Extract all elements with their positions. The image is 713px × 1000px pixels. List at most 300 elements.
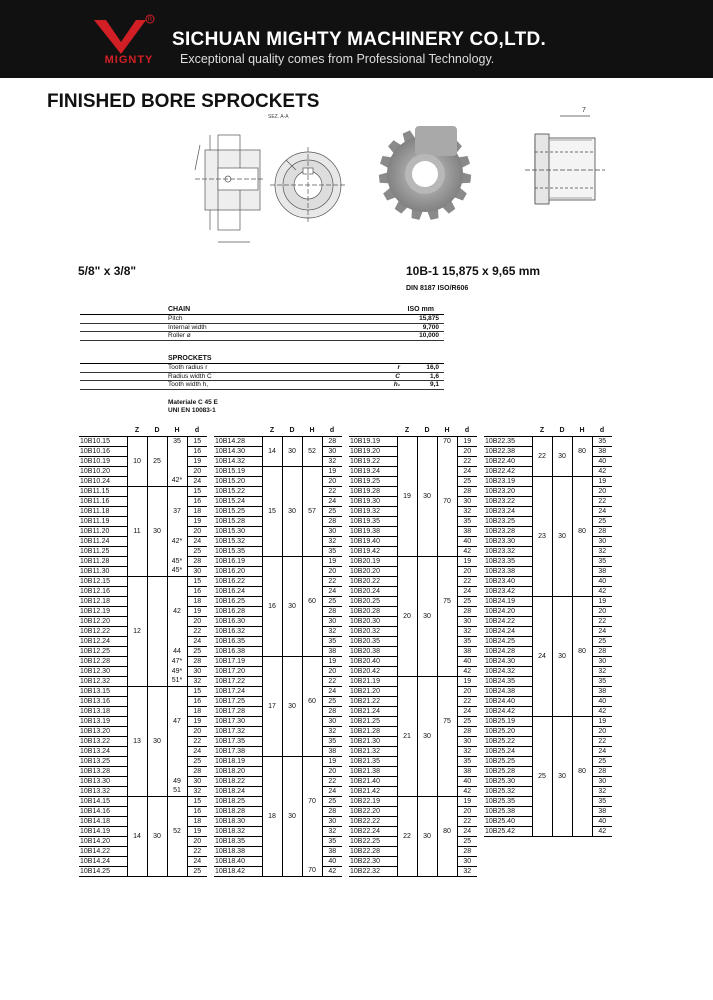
part-code: 10B11.28 <box>79 556 127 566</box>
table-row <box>484 716 612 726</box>
part-code: 10B17.19 <box>214 656 262 666</box>
d-header: D <box>282 426 302 436</box>
bore-diameter: 32 <box>592 786 612 796</box>
table-row <box>214 436 342 446</box>
bore-diameter: 25 <box>592 516 612 526</box>
bore-diameter: 30 <box>322 716 342 726</box>
bore-diameter: 22 <box>322 486 342 496</box>
spec-symbol: C <box>395 372 400 380</box>
sprockets-spec-row <box>80 373 444 382</box>
teeth-count: 13 <box>127 686 147 796</box>
bore-diameter: 32 <box>457 866 477 876</box>
hub-diameter: 30 <box>282 656 302 756</box>
part-code: 10B18.20 <box>214 766 262 776</box>
hub-length <box>437 556 457 566</box>
hub-length: 49 <box>167 776 187 786</box>
part-code: 10B15.22 <box>214 486 262 496</box>
chain-spec-row <box>80 332 444 341</box>
company-name: SICHUAN MIGHTY MACHINERY CO,LTD. <box>172 29 547 50</box>
part-code: 10B21.42 <box>349 786 397 796</box>
bore-diameter: 42 <box>592 706 612 716</box>
table-row <box>349 436 477 446</box>
bore-diameter: 25 <box>457 476 477 486</box>
hub-length <box>302 566 322 576</box>
bore-diameter: 24 <box>457 466 477 476</box>
bore-diameter: 28 <box>457 606 477 616</box>
bore-diameter: 24 <box>592 506 612 516</box>
hub-length <box>167 466 187 476</box>
hub-length <box>302 486 322 496</box>
table-row <box>349 556 477 566</box>
bore-diameter: 40 <box>592 816 612 826</box>
bore-diameter: 24 <box>457 706 477 716</box>
chain-spec-row <box>80 315 444 324</box>
bore-diameter: 28 <box>592 646 612 656</box>
bore-diameter: 30 <box>457 856 477 866</box>
bore-diameter: 35 <box>457 516 477 526</box>
spec-symbol <box>360 324 400 332</box>
part-code: 10B10.16 <box>79 446 127 456</box>
part-code: 10B12.24 <box>79 636 127 646</box>
z-header: Z <box>397 426 417 436</box>
part-code: 10B17.38 <box>214 746 262 756</box>
bore-diameter: 20 <box>187 726 207 736</box>
part-code: 10B18.30 <box>214 816 262 826</box>
hub-length <box>302 466 322 476</box>
spec-label: Tooth width h, <box>168 381 209 388</box>
bore-diameter: 32 <box>592 546 612 556</box>
bore-diameter: 35 <box>322 736 342 746</box>
chain-spec-table <box>80 305 444 341</box>
part-code: 10B18.19 <box>214 756 262 766</box>
part-code: 10B25.38 <box>484 806 532 816</box>
part-code: 10B17.24 <box>214 686 262 696</box>
part-code: 10B14.15 <box>79 796 127 806</box>
part-code: 10B14.19 <box>79 826 127 836</box>
spec-symbol: h₁ <box>393 381 400 388</box>
teeth-count: 23 <box>532 476 552 596</box>
part-code: 10B17.28 <box>214 706 262 716</box>
mighty-logo-icon <box>86 14 156 56</box>
teeth-count: 25 <box>532 716 552 836</box>
hub-length: 42* <box>167 536 187 546</box>
part-code: 10B14.32 <box>214 456 262 466</box>
part-code: 10B13.20 <box>79 726 127 736</box>
hub-length <box>437 446 457 456</box>
bore-diameter: 25 <box>187 756 207 766</box>
hub-length <box>167 446 187 456</box>
bore-diameter: 25 <box>322 796 342 806</box>
hub-length <box>167 636 187 646</box>
part-code: 10B19.19 <box>349 436 397 446</box>
code-header <box>484 426 532 436</box>
hub-length <box>302 776 322 786</box>
bore-diameter: 15 <box>187 796 207 806</box>
hub-length <box>572 456 592 466</box>
bore-diameter: 20 <box>457 566 477 576</box>
z-header: Z <box>262 426 282 436</box>
hub-length <box>167 456 187 466</box>
bore-diameter: 24 <box>592 626 612 636</box>
part-code: 10B13.19 <box>79 716 127 726</box>
hub-length <box>302 496 322 506</box>
part-code: 10B19.35 <box>349 516 397 526</box>
bore-diameter: 18 <box>187 706 207 716</box>
hub-diameter: 25 <box>147 436 167 486</box>
part-code: 10B21.19 <box>349 676 397 686</box>
part-code: 10B12.20 <box>79 616 127 626</box>
part-code: 10B22.38 <box>484 446 532 456</box>
spec-symbol <box>360 332 400 340</box>
bore-diameter: 32 <box>457 746 477 756</box>
bore-diameter: 25 <box>322 506 342 516</box>
hub-length: 60 <box>302 596 322 606</box>
h-header: H <box>302 426 322 436</box>
part-code: 10B14.30 <box>214 446 262 456</box>
part-code: 10B14.18 <box>79 816 127 826</box>
part-code: 10B12.15 <box>79 576 127 586</box>
part-code: 10B17.25 <box>214 696 262 706</box>
chain-spec-row <box>80 324 444 333</box>
hub-length <box>437 726 457 736</box>
part-code: 10B22.40 <box>484 456 532 466</box>
bore-diameter: 20 <box>592 726 612 736</box>
svg-text:R: R <box>147 17 153 23</box>
bore-diameter: 28 <box>187 656 207 666</box>
hub-length: 80 <box>572 646 592 656</box>
hub-length <box>302 666 322 676</box>
hub-length <box>572 476 592 486</box>
bore-diameter: 35 <box>592 556 612 566</box>
part-code: 10B25.40 <box>484 816 532 826</box>
part-code: 10B14.28 <box>214 436 262 446</box>
hub-length <box>302 746 322 756</box>
chain-spec: 10B-1 15,875 x 9,65 mm <box>406 264 541 278</box>
bore-diameter: 20 <box>187 526 207 536</box>
hub-length <box>302 846 322 856</box>
part-code: 10B10.19 <box>79 456 127 466</box>
hub-length <box>167 526 187 536</box>
hub-length: 57 <box>302 506 322 516</box>
d-header: D <box>147 426 167 436</box>
table-row <box>79 576 207 586</box>
bore-diameter: 15 <box>187 436 207 446</box>
sprockets-heading: SPROCKETS <box>168 355 212 362</box>
part-code: 10B17.20 <box>214 666 262 676</box>
part-code: 10B10.24 <box>79 476 127 486</box>
hub-length <box>437 626 457 636</box>
part-code: 10B11.16 <box>79 496 127 506</box>
bore-diameter: 30 <box>457 616 477 626</box>
part-code: 10B23.25 <box>484 516 532 526</box>
spec-label: Radius width C <box>168 372 212 380</box>
bore-diameter: 16 <box>187 446 207 456</box>
hub-length <box>302 476 322 486</box>
table-row <box>484 596 612 606</box>
part-code: 10B24.25 <box>484 636 532 646</box>
page-title: FINISHED BORE SPROCKETS <box>47 91 320 112</box>
bore-diameter: 22 <box>187 626 207 636</box>
part-code: 10B22.30 <box>349 856 397 866</box>
material-line-1: Materiale C 45 E <box>168 399 218 406</box>
part-code: 10B24.35 <box>484 676 532 686</box>
hub-length <box>167 756 187 766</box>
table-row <box>79 796 207 806</box>
bore-diameter: 24 <box>187 856 207 866</box>
z-header: Z <box>532 426 552 436</box>
sprocket-table-2 <box>214 426 342 877</box>
bore-diameter: 28 <box>457 846 477 856</box>
teeth-count: 22 <box>532 436 552 476</box>
part-code: 10B17.30 <box>214 716 262 726</box>
spec-label: Roller ø <box>168 332 191 339</box>
hub-length <box>167 586 187 596</box>
part-code: 10B19.32 <box>349 506 397 516</box>
part-code: 10B25.30 <box>484 776 532 786</box>
hub-length <box>437 776 457 786</box>
hub-length <box>437 756 457 766</box>
bore-diameter: 30 <box>187 566 207 576</box>
hub-length <box>167 696 187 706</box>
bore-diameter: 22 <box>187 846 207 856</box>
hub-length <box>572 786 592 796</box>
part-code: 10B21.30 <box>349 736 397 746</box>
bore-diameter: 32 <box>322 726 342 736</box>
hub-length <box>302 616 322 626</box>
bore-diameter: 18 <box>187 816 207 826</box>
bore-diameter: 20 <box>322 476 342 486</box>
part-code: 10B25.22 <box>484 736 532 746</box>
bore-diameter: 35 <box>457 756 477 766</box>
hub-length <box>302 456 322 466</box>
part-code: 10B22.32 <box>349 866 397 876</box>
bore-diameter: 28 <box>457 726 477 736</box>
hub-length <box>572 556 592 566</box>
bore-diameter: 38 <box>592 446 612 456</box>
hub-length <box>572 626 592 636</box>
hub-length <box>167 736 187 746</box>
part-code: 10B23.35 <box>484 556 532 566</box>
chain-heading-row <box>80 305 444 315</box>
hub-length <box>572 776 592 786</box>
bore-diameter: 19 <box>322 656 342 666</box>
hub-length <box>437 866 457 876</box>
bore-diameter: 32 <box>187 676 207 686</box>
hub-length <box>572 716 592 726</box>
hub-length: 70 <box>302 866 322 876</box>
part-code: 10B19.28 <box>349 486 397 496</box>
spec-label: Pitch <box>168 315 183 322</box>
hub-diameter: 30 <box>552 476 572 596</box>
part-code: 10B16.20 <box>214 566 262 576</box>
bore-diameter: 20 <box>592 486 612 496</box>
part-code: 10B24.40 <box>484 696 532 706</box>
part-code: 10B24.24 <box>484 626 532 636</box>
spec-symbol: r <box>397 364 400 371</box>
table-row <box>79 436 207 446</box>
teeth-count: 14 <box>262 436 282 466</box>
part-code: 10B21.25 <box>349 716 397 726</box>
hub-diameter: 30 <box>282 466 302 556</box>
part-code: 10B22.28 <box>349 846 397 856</box>
part-code: 10B23.22 <box>484 496 532 506</box>
part-code: 10B16.38 <box>214 646 262 656</box>
part-code: 10B20.32 <box>349 626 397 636</box>
sprocket-section-drawing <box>190 110 355 260</box>
hub-length <box>437 786 457 796</box>
bore-diameter: 32 <box>457 506 477 516</box>
hub-length <box>302 816 322 826</box>
hub-length <box>437 796 457 806</box>
bore-diameter: 22 <box>457 456 477 466</box>
teeth-count: 17 <box>262 656 282 756</box>
hub-length <box>572 496 592 506</box>
part-code: 10B18.40 <box>214 856 262 866</box>
bore-diameter: 35 <box>322 636 342 646</box>
hub-length <box>437 846 457 856</box>
d-header: D <box>552 426 572 436</box>
table-header-row <box>349 426 477 436</box>
hub-diameter: 30 <box>282 556 302 656</box>
bore-diameter: 15 <box>187 576 207 586</box>
bore-diameter: 22 <box>592 736 612 746</box>
hub-length <box>572 566 592 576</box>
hub-length: 42* <box>167 476 187 486</box>
part-code: 10B23.40 <box>484 576 532 586</box>
part-code: 10B21.35 <box>349 756 397 766</box>
bore-diameter: 20 <box>322 666 342 676</box>
hub-length <box>167 576 187 586</box>
part-code: 10B19.42 <box>349 546 397 556</box>
hub-length <box>572 726 592 736</box>
part-code: 10B24.28 <box>484 646 532 656</box>
part-code: 10B17.22 <box>214 676 262 686</box>
table-row <box>484 476 612 486</box>
bore-diameter: 42 <box>592 466 612 476</box>
hub-length <box>302 836 322 846</box>
bore-diameter: 40 <box>457 656 477 666</box>
part-code: 10B14.20 <box>79 836 127 846</box>
bore-diameter: 28 <box>322 806 342 816</box>
part-code: 10B18.25 <box>214 796 262 806</box>
hub-length <box>572 576 592 586</box>
bore-diameter: 30 <box>592 776 612 786</box>
bore-diameter: 19 <box>187 456 207 466</box>
h-header: H <box>437 426 457 436</box>
part-code: 10B21.38 <box>349 766 397 776</box>
part-code: 10B22.35 <box>484 436 532 446</box>
hub-length <box>437 636 457 646</box>
hub-length <box>302 516 322 526</box>
bore-diameter: 32 <box>322 536 342 546</box>
logo-text: MIGNTY <box>104 54 154 66</box>
hub-length <box>572 746 592 756</box>
hub-length: 75 <box>437 716 457 726</box>
part-code: 10B18.38 <box>214 846 262 856</box>
hub-length <box>572 706 592 716</box>
spec-label: Internal width <box>168 323 207 331</box>
hub-length <box>167 516 187 526</box>
bore-diameter: 30 <box>322 616 342 626</box>
part-code: 10B20.42 <box>349 666 397 676</box>
teeth-count: 10 <box>127 436 147 486</box>
bore-diameter: 16 <box>187 696 207 706</box>
hub-length <box>167 496 187 506</box>
hub-length <box>302 756 322 766</box>
part-code: 10B12.25 <box>79 646 127 656</box>
hub-length: 80 <box>572 526 592 536</box>
hub-length <box>302 586 322 596</box>
part-code: 10B13.15 <box>79 686 127 696</box>
bore-diameter: 38 <box>322 846 342 856</box>
hub-length <box>572 486 592 496</box>
part-code: 10B15.28 <box>214 516 262 526</box>
hub-length <box>167 486 187 496</box>
part-code: 10B16.19 <box>214 556 262 566</box>
hub-length <box>302 556 322 566</box>
bore-diameter: 30 <box>322 816 342 826</box>
teeth-count: 21 <box>397 676 417 796</box>
bore-diameter: 20 <box>592 606 612 616</box>
bore-diameter: 25 <box>592 636 612 646</box>
hub-diameter: 30 <box>147 796 167 876</box>
bore-diameter: 28 <box>592 766 612 776</box>
hub-length: 70 <box>437 436 457 446</box>
bore-diameter: 19 <box>457 676 477 686</box>
hub-length: 44 <box>167 646 187 656</box>
part-code: 10B25.19 <box>484 716 532 726</box>
bore-header: d <box>457 426 477 436</box>
bore-diameter: 16 <box>187 806 207 816</box>
part-code: 10B20.19 <box>349 556 397 566</box>
hub-length: 52 <box>167 826 187 836</box>
part-code: 10B10.20 <box>79 466 127 476</box>
part-code: 10B11.25 <box>79 546 127 556</box>
part-code: 10B20.38 <box>349 646 397 656</box>
bore-diameter: 30 <box>457 496 477 506</box>
part-code: 10B21.24 <box>349 706 397 716</box>
sprocket-table-1 <box>79 426 207 877</box>
hub-length <box>572 656 592 666</box>
teeth-count: 20 <box>397 556 417 676</box>
h-header: H <box>167 426 187 436</box>
table-header-row <box>214 426 342 436</box>
bore-diameter: 35 <box>322 546 342 556</box>
part-code: 10B22.20 <box>349 806 397 816</box>
hub-length: 37 <box>167 506 187 516</box>
hub-length <box>572 816 592 826</box>
part-code: 10B24.22 <box>484 616 532 626</box>
part-code: 10B12.18 <box>79 596 127 606</box>
bore-diameter: 25 <box>592 756 612 766</box>
part-code: 10B12.28 <box>79 656 127 666</box>
header-bar <box>0 0 713 78</box>
bore-diameter: 24 <box>322 786 342 796</box>
bore-diameter: 35 <box>457 636 477 646</box>
section-label: SEZ. A-A <box>268 114 289 120</box>
hub-length <box>302 766 322 776</box>
hub-length <box>167 856 187 866</box>
part-code: 10B23.19 <box>484 476 532 486</box>
bore-diameter: 19 <box>322 756 342 766</box>
part-code: 10B16.30 <box>214 616 262 626</box>
hub-length <box>302 826 322 836</box>
bore-diameter: 40 <box>592 456 612 466</box>
part-code: 10B22.22 <box>349 816 397 826</box>
part-code: 10B18.22 <box>214 776 262 786</box>
hub-length <box>437 676 457 686</box>
teeth-count: 22 <box>397 796 417 876</box>
